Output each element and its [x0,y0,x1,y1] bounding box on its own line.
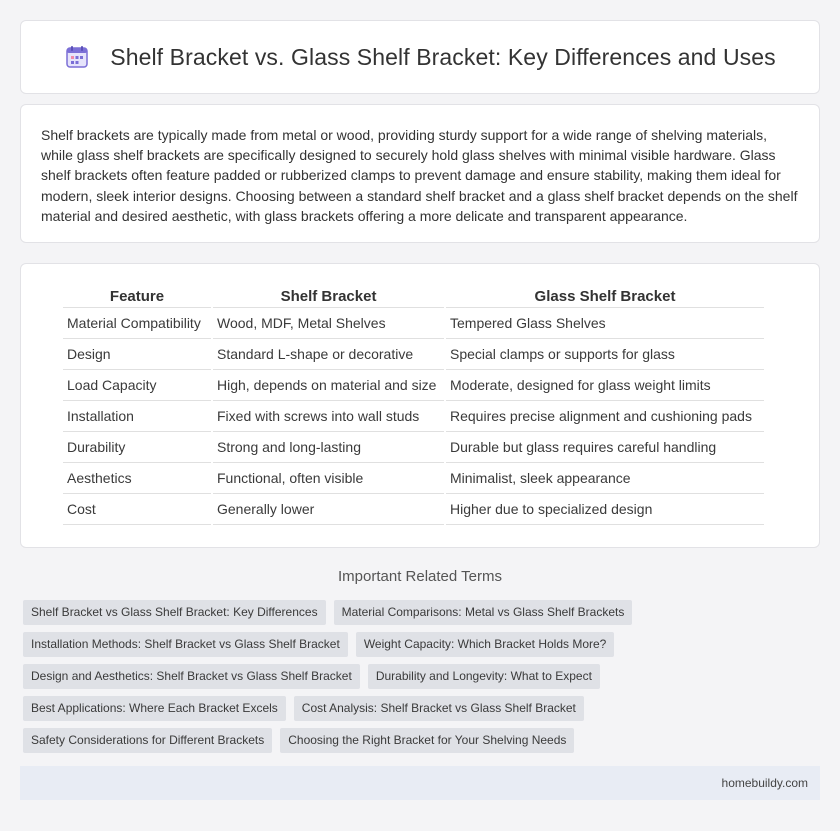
table-cell: Aesthetics [63,463,211,494]
related-term-link[interactable]: Installation Methods: Shelf Bracket vs Glass Shelf Bracket [23,632,348,657]
related-term-link[interactable]: Shelf Bracket vs Glass Shelf Bracket: Key Differences [23,600,326,625]
page-title: Shelf Bracket vs. Glass Shelf Bracket: Key Differences and Uses [110,43,776,70]
table-cell: Functional, often visible [213,463,444,494]
table-cell: Generally lower [213,494,444,525]
table-cell: Strong and long-lasting [213,432,444,463]
header-feature: Feature [63,286,211,308]
related-term-link[interactable]: Weight Capacity: Which Bracket Holds More? [356,632,615,657]
table-row [63,339,764,370]
tag-row [23,600,813,625]
table-cell: Durability [63,432,211,463]
table-cell: Special clamps or supports for glass [446,339,764,370]
table-cell: High, depends on material and size [213,370,444,401]
related-term-link[interactable]: Best Applications: Where Each Bracket Excels [23,696,286,721]
table-row [63,463,764,494]
footer [20,766,820,800]
footer-site-name: homebuildy.com [721,776,808,790]
table-cell: Tempered Glass Shelves [446,308,764,339]
comparison-card [20,263,820,548]
tag-row [23,632,813,657]
table-cell: Fixed with screws into wall studs [213,401,444,432]
tag-row [23,696,813,721]
table-cell: Installation [63,401,211,432]
table-cell: Durable but glass requires careful handling [446,432,764,463]
table-row [63,401,764,432]
related-term-link[interactable]: Cost Analysis: Shelf Bracket vs Glass Shelf Bracket [294,696,584,721]
table-header-row [63,286,764,308]
related-term-link[interactable]: Design and Aesthetics: Shelf Bracket vs Glass Shelf Bracket [23,664,360,689]
title-card [20,20,820,94]
tag-row [23,728,813,753]
intro-paragraph: Shelf brackets are typically made from metal or wood, providing sturdy support for a wide range of shelving materials, while glass shelf brackets are specifically designed to securely hold glass shelves with minimal visible hardware. Glass shelf brackets often feature padded or rubberized clamps to prevent damage and ensure stability, making them ideal for modern, sleek interior designs. Choosing between a standard shelf bracket and a glass shelf bracket depends on the shelf material and desired aesthetic, with glass brackets offering a more delicate and transparent appearance. [41,127,798,224]
table-cell: Load Capacity [63,370,211,401]
related-terms-title: Important Related Terms [338,568,502,585]
intro-card [20,104,820,243]
tag-row [23,664,813,689]
table-cell: Higher due to specialized design [446,494,764,525]
table-cell: Wood, MDF, Metal Shelves [213,308,444,339]
calendar-icon [64,44,90,70]
table-cell: Cost [63,494,211,525]
table-row [63,494,764,525]
table-row [63,370,764,401]
header-shelf-bracket: Shelf Bracket [213,286,444,308]
related-term-link[interactable]: Safety Considerations for Different Brackets [23,728,272,753]
related-terms-list [23,600,813,760]
header-glass-shelf-bracket: Glass Shelf Bracket [446,286,764,308]
table-cell: Material Compatibility [63,308,211,339]
related-term-link[interactable]: Durability and Longevity: What to Expect [368,664,600,689]
table-cell: Moderate, designed for glass weight limits [446,370,764,401]
table-cell: Standard L-shape or decorative [213,339,444,370]
related-term-link[interactable]: Choosing the Right Bracket for Your Shelving Needs [280,728,574,753]
table-row [63,432,764,463]
comparison-table [61,286,766,525]
table-row [63,308,764,339]
table-cell: Minimalist, sleek appearance [446,463,764,494]
related-term-link[interactable]: Material Comparisons: Metal vs Glass Shelf Brackets [334,600,633,625]
table-cell: Design [63,339,211,370]
table-cell: Requires precise alignment and cushioning pads [446,401,764,432]
